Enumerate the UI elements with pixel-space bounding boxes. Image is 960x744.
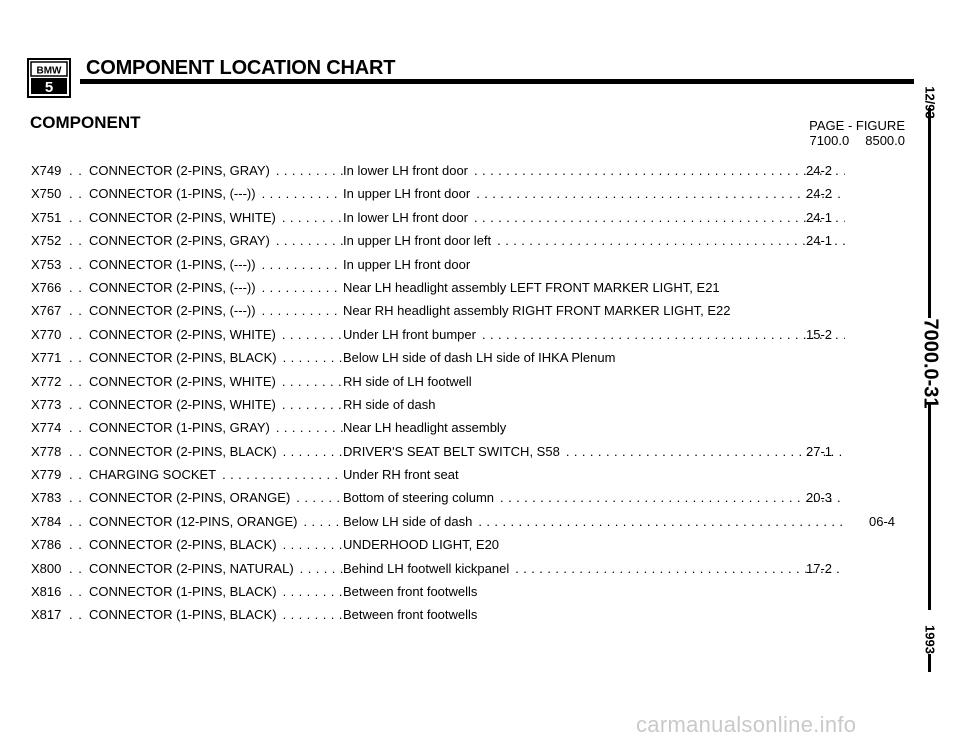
- separator-dots: . .: [69, 420, 83, 436]
- logo-brand: BMW: [36, 65, 62, 77]
- component-name: CONNECTOR (2-PINS, WHITE) . . .: [89, 373, 343, 391]
- separator-dots: . .: [69, 560, 83, 576]
- separator-dots: . .: [69, 537, 83, 553]
- component-id: X753: [31, 256, 62, 272]
- sidebar-year: 1993: [922, 625, 938, 654]
- page-title: COMPONENT LOCATION CHART: [86, 57, 396, 79]
- component-id: X778: [31, 443, 62, 459]
- component-id: X749: [31, 163, 62, 178]
- component-id: X773: [31, 396, 62, 412]
- component-location: Between front footwells: [343, 607, 478, 623]
- component-id: X783: [31, 490, 62, 506]
- table-row: [31, 326, 911, 349]
- component-id: X767: [31, 303, 62, 319]
- component-name: CONNECTOR (2-PINS, WHITE) . . .: [89, 209, 343, 227]
- watermark: carmanualsonline.info: [636, 712, 857, 737]
- component-name: CONNECTOR (2-PINS, WHITE) . . .: [89, 326, 343, 344]
- component-location: Below LH side of dash . . .: [343, 513, 845, 531]
- component-id: X774: [31, 420, 62, 436]
- separator-dots: . .: [69, 373, 83, 389]
- table-row: [31, 396, 911, 419]
- component-id: X816: [31, 584, 62, 600]
- page-ref: 24-1: [806, 233, 833, 249]
- component-id: X779: [31, 467, 62, 483]
- sidebar-rule-bottom: [928, 654, 931, 672]
- separator-dots: . .: [69, 209, 83, 225]
- page-figure-header: [790, 118, 905, 148]
- component-location: RH side of LH footwell: [343, 373, 472, 389]
- table-row: [31, 185, 911, 208]
- separator-dots: . .: [69, 443, 83, 459]
- component-name: CONNECTOR (12-PINS, ORANGE) . . .: [89, 513, 343, 531]
- sidebar-rule-top: [928, 108, 931, 318]
- component-name: CONNECTOR (1-PINS, BLACK) . . .: [89, 583, 343, 601]
- figure-ref-header: 8500.0: [865, 133, 905, 148]
- separator-dots: . .: [69, 256, 83, 272]
- component-name: CHARGING SOCKET . . .: [89, 466, 343, 484]
- component-location: Near LH headlight assembly LEFT FRONT MARKER LIGHT, E21: [343, 279, 720, 295]
- bmw-5-series-logo: [27, 58, 71, 98]
- component-id: X751: [31, 209, 62, 225]
- component-id: X772: [31, 373, 62, 389]
- component-name: CONNECTOR (1-PINS, BLACK) . . .: [89, 606, 343, 624]
- separator-dots: . .: [69, 584, 83, 600]
- table-row: [31, 302, 911, 325]
- table-row: [31, 209, 911, 232]
- page-ref: 24-2: [806, 186, 833, 202]
- component-location: Near LH headlight assembly: [343, 420, 507, 436]
- component-location: DRIVER'S SEAT BELT SWITCH, S58 . . .: [343, 443, 845, 461]
- separator-dots: . .: [69, 490, 83, 506]
- page-figure-label: PAGE - FIGURE: [809, 118, 905, 133]
- page-ref: 17-2: [806, 560, 833, 576]
- separator-dots: . .: [69, 279, 83, 295]
- table-row: [31, 583, 911, 606]
- page-ref: 24-2: [806, 163, 833, 178]
- sidebar-date: 12/93: [922, 86, 938, 119]
- separator-dots: . .: [69, 163, 83, 178]
- component-name: CONNECTOR (2-PINS, BLACK) . . .: [89, 536, 343, 554]
- component-id: X771: [31, 350, 62, 366]
- table-row: [31, 279, 911, 302]
- component-name: CONNECTOR (2-PINS, GRAY) . . .: [89, 232, 343, 250]
- component-location: Near RH headlight assembly RIGHT FRONT MARKER LIGHT, E22: [343, 303, 731, 319]
- component-id: X800: [31, 560, 62, 576]
- component-id: X770: [31, 326, 62, 342]
- component-location: UNDERHOOD LIGHT, E20: [343, 537, 500, 553]
- component-name: CONNECTOR (1-PINS, GRAY) . . .: [89, 419, 343, 437]
- page-ref: 24-1: [806, 209, 833, 225]
- table-row: [31, 162, 911, 185]
- component-location: In upper LH front door: [343, 256, 471, 272]
- component-location: Between front footwells: [343, 584, 478, 600]
- component-location: RH side of dash: [343, 396, 436, 412]
- component-id: X766: [31, 279, 62, 295]
- component-name: CONNECTOR (2-PINS, BLACK) . . .: [89, 443, 343, 461]
- component-name: CONNECTOR (2-PINS, ORANGE) . . .: [89, 489, 343, 507]
- title-rule: [80, 79, 914, 84]
- component-location: Bottom of steering column . . .: [343, 489, 845, 507]
- component-location: Under LH front bumper . . .: [343, 326, 845, 344]
- page-ref-header: 7100.0: [809, 133, 850, 148]
- separator-dots: . .: [69, 186, 83, 202]
- component-name: CONNECTOR (2-PINS, BLACK) . . .: [89, 349, 343, 367]
- table-row: [31, 606, 911, 629]
- separator-dots: . .: [69, 326, 83, 342]
- component-location: Under RH front seat: [343, 467, 459, 483]
- component-name: CONNECTOR (2-PINS, (---)) . . .: [89, 279, 343, 297]
- table-row: [31, 560, 911, 583]
- component-location: In lower LH front door . . .: [343, 162, 845, 180]
- separator-dots: . .: [69, 303, 83, 319]
- component-location: In lower LH front door . . .: [343, 209, 845, 227]
- component-id: X784: [31, 513, 62, 529]
- component-list: [31, 162, 911, 630]
- component-location: In upper LH front door left . . .: [343, 232, 845, 250]
- component-id: X750: [31, 186, 62, 202]
- separator-dots: . .: [69, 607, 83, 623]
- table-row: [31, 373, 911, 396]
- component-name: CONNECTOR (1-PINS, (---)) . . .: [89, 256, 343, 274]
- logo-series: 5: [44, 79, 54, 96]
- component-name: CONNECTOR (2-PINS, GRAY) . . .: [89, 162, 343, 180]
- table-row: [31, 443, 911, 466]
- component-id: X817: [31, 607, 62, 623]
- separator-dots: . .: [69, 350, 83, 366]
- table-row: [31, 466, 911, 489]
- component-location: In upper LH front door . . .: [343, 185, 845, 203]
- table-row: [31, 349, 911, 372]
- table-row: [31, 536, 911, 559]
- separator-dots: . .: [69, 467, 83, 483]
- component-location: Below LH side of dash LH side of IHKA Plenum: [343, 350, 616, 366]
- component-location: Behind LH footwell kickpanel . . .: [343, 560, 845, 578]
- component-name: CONNECTOR (1-PINS, (---)) . . .: [89, 185, 343, 203]
- table-row: [31, 513, 911, 536]
- table-row: [31, 489, 911, 512]
- page-ref: 20-3: [806, 490, 833, 506]
- separator-dots: . .: [69, 233, 83, 249]
- separator-dots: . .: [69, 396, 83, 412]
- table-row: [31, 256, 911, 279]
- component-name: CONNECTOR (2-PINS, WHITE) . . .: [89, 396, 343, 414]
- component-id: X752: [31, 233, 62, 249]
- table-row: [31, 419, 911, 442]
- figure-ref: 06-4: [869, 513, 896, 529]
- page-ref: 15-2: [806, 326, 833, 342]
- separator-dots: . .: [69, 513, 83, 529]
- page-ref: 27-1: [806, 443, 833, 459]
- sidebar-page-number: 7000.0-31: [919, 318, 942, 409]
- component-name: CONNECTOR (2-PINS, (---)) . . .: [89, 302, 343, 320]
- component-name: CONNECTOR (2-PINS, NATURAL) . . .: [89, 560, 343, 578]
- table-row: [31, 232, 911, 255]
- component-id: X786: [31, 537, 62, 553]
- sidebar-rule-middle: [928, 402, 931, 610]
- section-heading: COMPONENT: [30, 113, 141, 132]
